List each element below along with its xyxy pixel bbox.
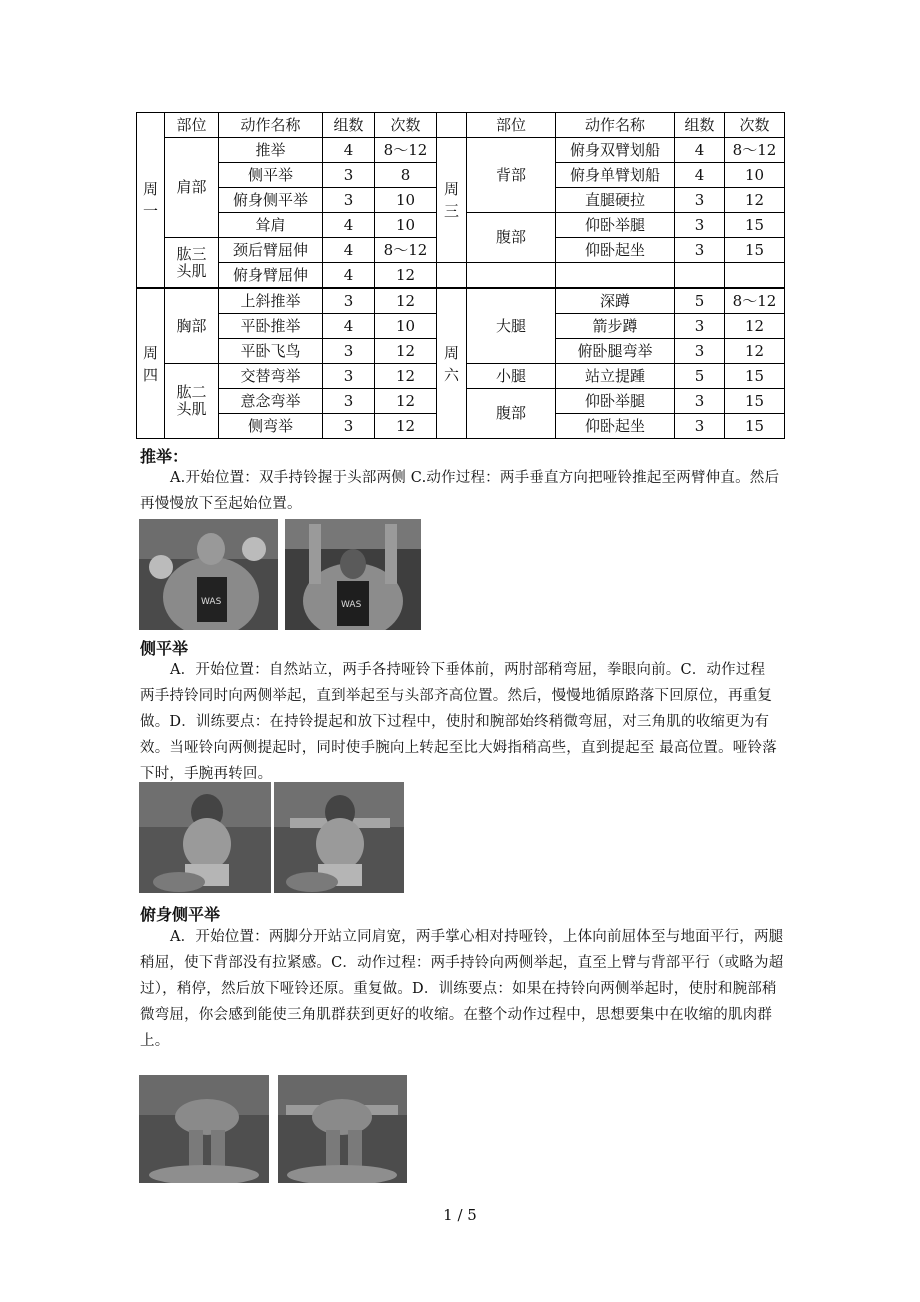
header-exercise: 动作名称: [219, 113, 323, 138]
exercise-cell: 意念弯举: [219, 389, 323, 414]
lateral-photo-1: [139, 782, 271, 893]
day-monday: 周 一: [137, 113, 165, 289]
sets-cell: 3: [323, 389, 375, 414]
lateral-photo-2: [274, 782, 404, 893]
table-row: [137, 288, 785, 314]
section-body-bent: A．开始位置：两脚分开站立同肩宽，两手掌心相对持哑铃，上体向前屈体至与地面平行，两腿稍屈，使下背部没有拉紧感。C．动作过程：两手持铃向两侧举起，直至上臂与背部平行（或略为超过），稍停，然后放下哑铃还原。重复做。D．训练要点：如果在持铃向两侧举起时，使肘和腕部稍微弯屈，你会感到能使三角肌群获到更好的收缩。在整个动作过程中，思想要集中在收缩的肌肉群上。: [140, 929, 784, 1049]
exercise-cell: 平卧飞鸟: [219, 339, 323, 364]
reps-cell: 10: [375, 213, 437, 238]
table-row: [137, 263, 785, 289]
sets-cell: 5: [675, 364, 725, 389]
press-photo-1: [139, 519, 278, 630]
reps-cell: 15: [725, 364, 785, 389]
bent-photo-1: [139, 1075, 269, 1183]
reps-cell: 15: [725, 238, 785, 263]
reps-cell: 12: [375, 263, 437, 289]
table-row: [137, 138, 785, 163]
reps-cell: 8～12: [725, 138, 785, 163]
sets-cell: 3: [675, 414, 725, 439]
svg-text:WAS: WAS: [341, 600, 362, 610]
exercise-cell: 仰卧举腿: [556, 213, 675, 238]
header-sets: 组数: [323, 113, 375, 138]
exercise-cell: 颈后臂屈伸: [219, 238, 323, 263]
day-thursday: 周 四: [137, 288, 165, 439]
exercise-cell: 仰卧起坐: [556, 414, 675, 439]
exercise-cell: 仰卧起坐: [556, 238, 675, 263]
page-number: 1 / 5: [443, 1206, 477, 1224]
part-calf: 小腿: [467, 364, 556, 389]
bent-photo-2: [278, 1075, 407, 1183]
reps-cell: 8～12: [725, 288, 785, 314]
sets-cell: 3: [675, 389, 725, 414]
part-chest: 胸部: [165, 288, 219, 364]
sets-cell: 3: [675, 188, 725, 213]
reps-cell: 8～12: [375, 238, 437, 263]
exercise-cell: 侧平举: [219, 163, 323, 188]
sets-cell: 3: [675, 314, 725, 339]
exercise-cell: 耸肩: [219, 213, 323, 238]
sets-cell: 3: [323, 339, 375, 364]
workout-plan-table: [136, 112, 785, 439]
reps-cell: 12: [725, 188, 785, 213]
part-abs: 腹部: [467, 213, 556, 263]
empty-cell: [556, 263, 675, 289]
sets-cell: 4: [675, 138, 725, 163]
exercise-cell: 箭步蹲: [556, 314, 675, 339]
sets-cell: 3: [675, 238, 725, 263]
reps-cell: 10: [375, 314, 437, 339]
part-thigh: 大腿: [467, 288, 556, 364]
reps-cell: 8～12: [375, 138, 437, 163]
part-back: 背部: [467, 138, 556, 213]
press-photo-2: [285, 519, 421, 630]
header-exercise-2: 动作名称: [556, 113, 675, 138]
sets-cell: 4: [675, 163, 725, 188]
reps-cell: 12: [725, 314, 785, 339]
sets-cell: 3: [323, 163, 375, 188]
header-reps: 次数: [375, 113, 437, 138]
sets-cell: 3: [675, 213, 725, 238]
exercise-cell: 仰卧举腿: [556, 389, 675, 414]
reps-cell: 10: [375, 188, 437, 213]
table-header-row: [137, 113, 785, 138]
section-title-lateral: 侧平举: [140, 639, 189, 658]
sets-cell: 3: [323, 414, 375, 439]
sets-cell: 3: [323, 288, 375, 314]
empty-cell: [437, 263, 467, 289]
reps-cell: 12: [375, 364, 437, 389]
reps-cell: 12: [375, 339, 437, 364]
sets-cell: 4: [323, 213, 375, 238]
sets-cell: 4: [323, 314, 375, 339]
exercise-cell: 俯身臂屈伸: [219, 263, 323, 289]
exercise-cell: 推举: [219, 138, 323, 163]
exercise-cell: 侧弯举: [219, 414, 323, 439]
sets-cell: 5: [675, 288, 725, 314]
exercise-cell: 俯身双臂划船: [556, 138, 675, 163]
exercise-cell: 俯卧腿弯举: [556, 339, 675, 364]
svg-text:WAS: WAS: [201, 597, 222, 607]
sets-cell: 3: [323, 364, 375, 389]
empty-cell: [467, 263, 556, 289]
reps-cell: 15: [725, 414, 785, 439]
section-title-press: 推举：: [140, 447, 189, 466]
sets-cell: 4: [323, 138, 375, 163]
part-shoulder: 肩部: [165, 138, 219, 238]
empty-cell: [675, 263, 725, 289]
exercise-cell: 上斜推举: [219, 288, 323, 314]
section-body-press: A.开始位置：双手持铃握于头部两侧 C.动作过程：两手垂直方向把哑铃推起至两臂伸直。然后再慢慢放下至起始位置。: [140, 470, 780, 512]
part-triceps: 肱三 头肌: [165, 238, 219, 289]
reps-cell: 15: [725, 389, 785, 414]
reps-cell: 12: [375, 288, 437, 314]
reps-cell: 10: [725, 163, 785, 188]
section-body-lateral: A．开始位置：自然站立，两手各持哑铃下垂体前，两肘部稍弯屈，拳眼向前。C．动作过程 两手持铃同时向两侧举起，直到举起至与头部齐高位置。然后，慢慢地循原路落下回原位，再重复做。D．训练要点：在持铃提起和放下过程中，使肘和腕部始终稍微弯屈，对三角肌的收缩更为有效。当哑铃向两侧提起时，同时使手腕向上转起至比大姆指稍高些，直到提起至 最高位置。哑铃落下时，手腕再转回。: [140, 662, 777, 782]
reps-cell: 15: [725, 213, 785, 238]
header-sets-2: 组数: [675, 113, 725, 138]
header-reps-2: 次数: [725, 113, 785, 138]
reps-cell: 8: [375, 163, 437, 188]
exercise-cell: 平卧推举: [219, 314, 323, 339]
exercise-cell: 交替弯举: [219, 364, 323, 389]
section-title-bent: 俯身侧平举: [140, 905, 221, 924]
day-wednesday: 周 三: [437, 138, 467, 263]
part-biceps: 肱二 头肌: [165, 364, 219, 439]
sets-cell: 4: [323, 238, 375, 263]
reps-cell: 12: [375, 414, 437, 439]
part-abs-2: 腹部: [467, 389, 556, 439]
sets-cell: 3: [675, 339, 725, 364]
header-day-blank: [437, 113, 467, 138]
day-saturday: 周 六: [437, 288, 467, 439]
exercise-cell: 站立提踵: [556, 364, 675, 389]
exercise-cell: 俯身侧平举: [219, 188, 323, 213]
header-part-2: 部位: [467, 113, 556, 138]
sets-cell: 3: [323, 188, 375, 213]
exercise-cell: 深蹲: [556, 288, 675, 314]
empty-cell: [725, 263, 785, 289]
exercise-cell: 俯身单臂划船: [556, 163, 675, 188]
reps-cell: 12: [375, 389, 437, 414]
sets-cell: 4: [323, 263, 375, 289]
exercise-cell: 直腿硬拉: [556, 188, 675, 213]
reps-cell: 12: [725, 339, 785, 364]
header-part: 部位: [165, 113, 219, 138]
